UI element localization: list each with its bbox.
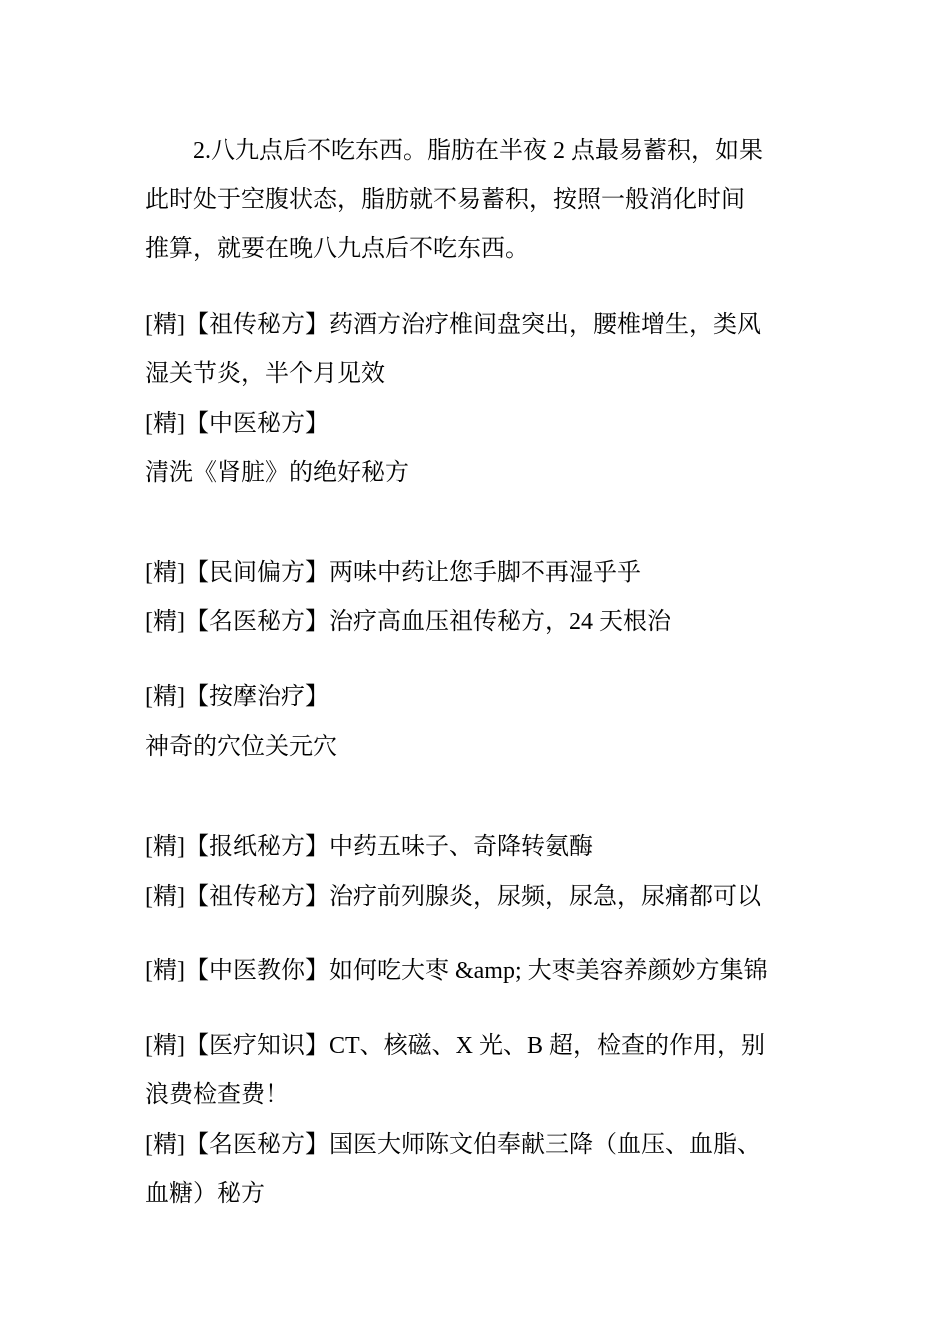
entry-line: [精]【按摩治疗】 [145, 684, 329, 710]
entry-line: [精]【名医秘方】治疗高血压祖传秘方，24 天根治 [145, 609, 671, 635]
paragraph-line: 此时处于空腹状态，脂肪就不易蓄积，按照一般消化时间 [145, 187, 745, 213]
entry-line: 浪费检查费！ [145, 1082, 289, 1108]
entry-line: 神奇的穴位关元穴 [145, 734, 337, 760]
entry-line: 湿关节炎，半个月见效 [145, 361, 385, 387]
entry-line: [精]【中医秘方】 [145, 411, 329, 437]
entry-line: 清洗《肾脏》的绝好秘方 [145, 460, 409, 486]
entry-line: [精]【民间偏方】两味中药让您手脚不再湿乎乎 [145, 560, 641, 586]
entry-line: [精]【名医秘方】国医大师陈文伯奉献三降（血压、血脂、 [145, 1132, 761, 1158]
entry-line: [精]【中医教你】如何吃大枣 &amp; 大枣美容养颜妙方集锦 [145, 958, 768, 984]
entry-line: [精]【祖传秘方】药酒方治疗椎间盘突出，腰椎增生，类风 [145, 312, 761, 338]
paragraph-line: 推算，就要在晚八九点后不吃东西。 [145, 236, 529, 262]
paragraph-line: 2.八九点后不吃东西。脂肪在半夜 2 点最易蓄积，如果 [193, 138, 763, 164]
entry-line: 血糖）秘方 [145, 1181, 265, 1207]
entry-line: [精]【医疗知识】CT、核磁、X 光、B 超，检查的作用，别 [145, 1033, 765, 1059]
entry-line: [精]【报纸秘方】中药五味子、奇降转氨酶 [145, 834, 593, 860]
entry-line: [精]【祖传秘方】治疗前列腺炎，尿频，尿急，尿痛都可以 [145, 884, 761, 910]
